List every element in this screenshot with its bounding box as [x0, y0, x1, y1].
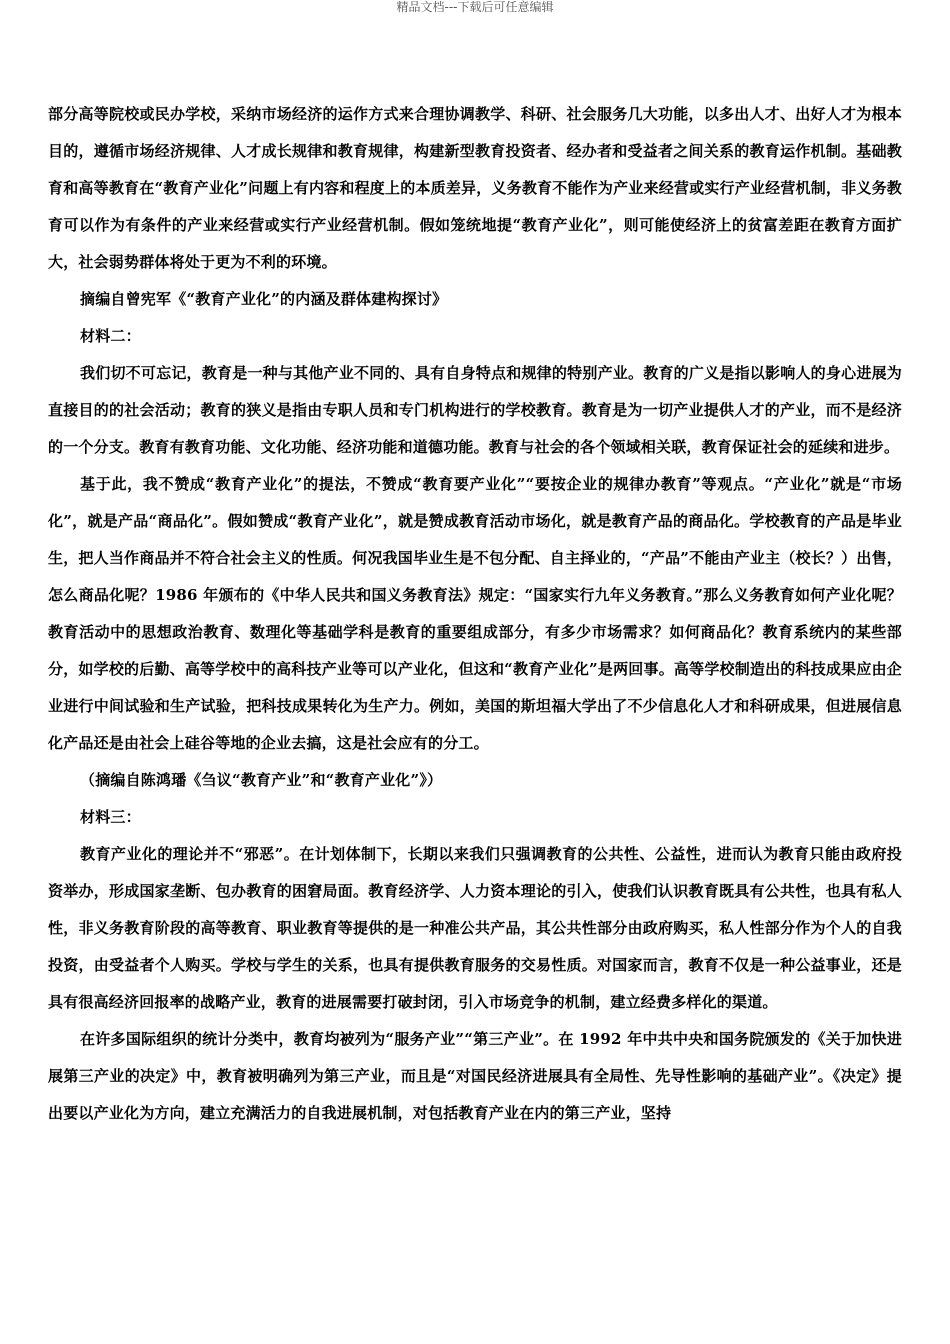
paragraph: 在许多国际组织的统计分类中，教育均被列为“服务产业”“第三产业”。在 1992 年中共中央和国务院颁发的《关于加快进展第三产业的决定》中，教育被明确列为第三产业，而且是“对国民经济进展具有全局性、先导性影响的基础产业”。《决定》提出要以产业化为方向，建立充满活力的自我进展机制，对包括教育产业在内的第三产业，坚持 [48, 1030, 902, 1122]
source-citation: （摘编自陈鸿璠《刍议“教育产业”和“教育产业化”》） [80, 771, 443, 789]
page-header: 精品文档---下载后可任意编辑 [396, 0, 554, 14]
section-heading: 材料二： [80, 327, 141, 345]
paragraph: 基于此，我不赞成“教育产业化”的提法，不赞成“教育要产业化”“要按企业的规律办教育”等观点。“产业化”就是“市场化”，就是产品“商品化”。假如赞成“教育产业化”，就是赞成教育活动市场化，就是教育产品的商品化。学校教育的产品是毕业生，把人当作商品并不符合社会主义的性质。何况我国毕业生是不包分配、自主择业的，“产品”不能由产业主（校长？）出售，怎么商品化呢？1986 年颁布的《中华人民共和国义务教育法》规定：“国家实行九年义务教育。”那么义务教育如何产业化呢？教育活动中的思想政治教育、数理化等基础学科是教育的重要组成部分，有多少市场需求？如何商品化？教育系统内的某些部分，如学校的后勤、高等学校中的高科技产业等可以产业化，但这和“教育产业化”是两回事。高等学校制造出的科技成果应由企业进行中间试验和生产试验，把科技成果转化为生产力。例如，美国的斯坦福大学出了不少信息化人才和科研成果，但进展信息化产品还是由社会上硅谷等地的企业去搞，这是社会应有的分工。 [48, 475, 902, 752]
paragraph: 我们切不可忘记，教育是一种与其他产业不同的、具有自身特点和规律的特别产业。教育的广义是指以影响人的身心进展为直接目的的社会活动；教育的狭义是指由专职人员和专门机构进行的学校教育。教育是为一切产业提供人才的产业，而不是经济的一个分支。教育有教育功能、文化功能、经济功能和道德功能。教育与社会的各个领域相关联，教育保证社会的延续和进步。 [48, 364, 902, 456]
paragraph: 教育产业化的理论并不“邪恶”。在计划体制下，长期以来我们只强调教育的公共性、公益性，进而认为教育只能由政府投资举办，形成国家垄断、包办教育的困窘局面。教育经济学、人力资本理论的引入，使我们认识教育既具有公共性，也具有私人性，非义务教育阶段的高等教育、职业教育等提供的是一种准公共产品，其公共性部分由政府购买，私人性部分作为个人的自我投资，由受益者个人购买。学校与学生的关系，也具有提供教育服务的交易性质。对国家而言，教育不仅是一种公益事业，还是具有很高经济回报率的战略产业，教育的进展需要打破封闭，引入市场竞争的机制，建立经费多样化的渠道。 [48, 845, 902, 1011]
source-citation: 摘编自曾宪军《“教育产业化”的内涵及群体建构探讨》 [80, 290, 448, 308]
section-heading: 材料三： [80, 808, 141, 826]
paragraph: 部分高等院校或民办学校，采纳市场经济的运作方式来合理协调教学、科研、社会服务几大功能，以多出人才、出好人才为根本目的，遵循市场经济规律、人才成长规律和教育规律，构建新型教育投资者、经办者和受益者之间关系的教育运作机制。基础教育和高等教育在“教育产业化”问题上有内容和程度上的本质差异，义务教育不能作为产业来经营或实行产业经营机制，非义务教育可以作为有条件的产业来经营或实行产业经营机制。假如笼统地提“教育产业化”，则可能使经济上的贫富差距在教育方面扩大，社会弱势群体将处于更为不利的环境。 [48, 105, 902, 271]
document-body [48, 96, 902, 1132]
